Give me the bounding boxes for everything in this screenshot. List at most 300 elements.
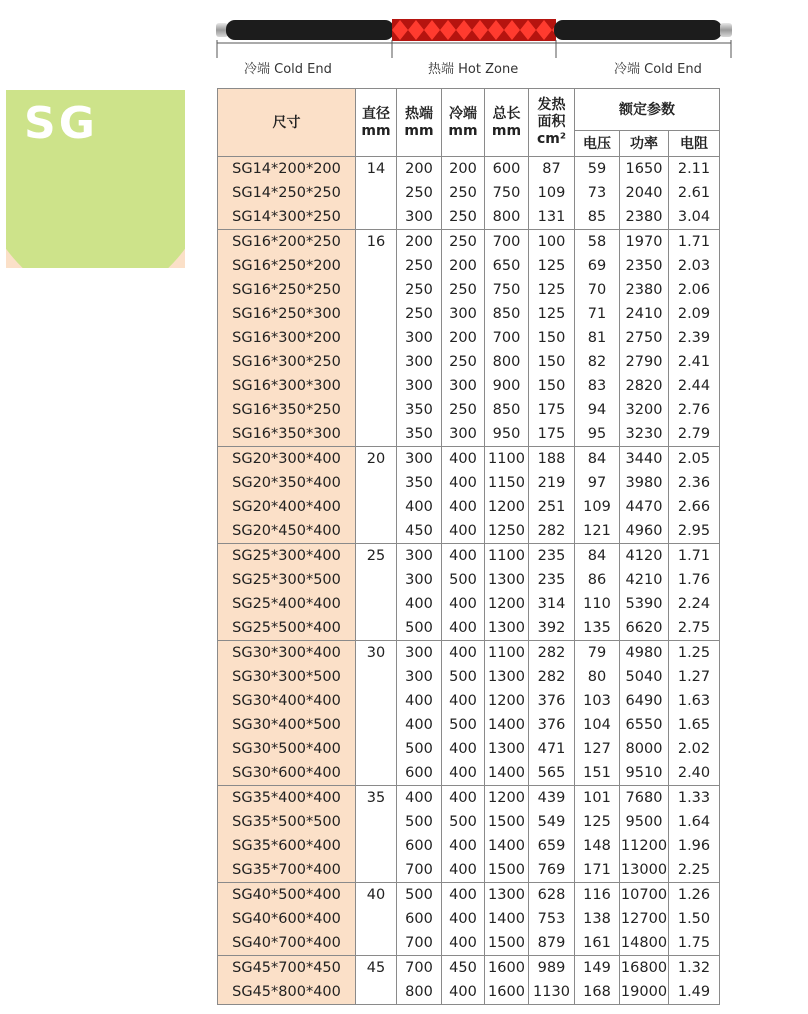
cell-power: 8000 bbox=[620, 737, 669, 761]
cell-total: 1100 bbox=[485, 447, 529, 472]
cell-hot: 350 bbox=[397, 398, 442, 422]
table-row bbox=[218, 519, 720, 544]
cell-resistance: 2.75 bbox=[669, 616, 720, 641]
cell-diameter: 45 bbox=[356, 956, 397, 981]
cell-size: SG30*300*500 bbox=[218, 665, 356, 689]
cell-power: 2350 bbox=[620, 254, 669, 278]
cell-size: SG25*400*400 bbox=[218, 592, 356, 616]
cell-diameter bbox=[356, 665, 397, 689]
cell-power: 12700 bbox=[620, 907, 669, 931]
header-resistance: 电阻 bbox=[669, 131, 720, 157]
cell-voltage: 84 bbox=[575, 544, 620, 569]
cell-resistance: 1.32 bbox=[669, 956, 720, 981]
cell-diameter bbox=[356, 858, 397, 883]
cell-cold: 400 bbox=[442, 519, 485, 544]
cell-area: 251 bbox=[529, 495, 575, 519]
cell-diameter bbox=[356, 810, 397, 834]
cell-diameter bbox=[356, 422, 397, 447]
cell-diameter: 14 bbox=[356, 157, 397, 182]
cell-voltage: 151 bbox=[575, 761, 620, 786]
table-row bbox=[218, 447, 720, 472]
cell-area: 282 bbox=[529, 519, 575, 544]
table-row bbox=[218, 713, 720, 737]
cell-total: 1300 bbox=[485, 616, 529, 641]
table-row bbox=[218, 278, 720, 302]
cell-voltage: 70 bbox=[575, 278, 620, 302]
rod-cold-end-right bbox=[554, 20, 722, 40]
cell-diameter: 40 bbox=[356, 883, 397, 908]
cell-area: 150 bbox=[529, 350, 575, 374]
cell-resistance: 2.03 bbox=[669, 254, 720, 278]
cell-cold: 250 bbox=[442, 398, 485, 422]
zone-brackets bbox=[216, 40, 732, 60]
cell-size: SG40*500*400 bbox=[218, 883, 356, 908]
cell-voltage: 110 bbox=[575, 592, 620, 616]
table-row bbox=[218, 980, 720, 1005]
cell-resistance: 2.11 bbox=[669, 157, 720, 182]
cell-power: 3200 bbox=[620, 398, 669, 422]
cell-total: 1300 bbox=[485, 568, 529, 592]
cell-total: 1300 bbox=[485, 737, 529, 761]
cell-resistance: 1.63 bbox=[669, 689, 720, 713]
cell-size: SG20*300*400 bbox=[218, 447, 356, 472]
cell-hot: 300 bbox=[397, 350, 442, 374]
cell-hot: 700 bbox=[397, 956, 442, 981]
cell-hot: 300 bbox=[397, 544, 442, 569]
cell-cold: 400 bbox=[442, 689, 485, 713]
header-rated: 额定参数 bbox=[575, 89, 720, 131]
cell-size: SG20*400*400 bbox=[218, 495, 356, 519]
cell-cold: 400 bbox=[442, 737, 485, 761]
cell-resistance: 1.33 bbox=[669, 786, 720, 811]
cell-cold: 300 bbox=[442, 374, 485, 398]
cell-power: 2750 bbox=[620, 326, 669, 350]
cell-voltage: 109 bbox=[575, 495, 620, 519]
table-row bbox=[218, 665, 720, 689]
cell-size: SG25*300*400 bbox=[218, 544, 356, 569]
cell-diameter bbox=[356, 592, 397, 616]
cell-diameter bbox=[356, 616, 397, 641]
cell-total: 1500 bbox=[485, 810, 529, 834]
cell-power: 4210 bbox=[620, 568, 669, 592]
cell-resistance: 2.36 bbox=[669, 471, 720, 495]
cell-area: 125 bbox=[529, 278, 575, 302]
cell-hot: 400 bbox=[397, 689, 442, 713]
cell-voltage: 161 bbox=[575, 931, 620, 956]
cell-cold: 500 bbox=[442, 810, 485, 834]
cell-cold: 400 bbox=[442, 592, 485, 616]
cell-resistance: 2.61 bbox=[669, 181, 720, 205]
rod-right-tip bbox=[720, 23, 732, 37]
cell-size: SG16*250*200 bbox=[218, 254, 356, 278]
cell-hot: 350 bbox=[397, 422, 442, 447]
header-hot: 热端 mm bbox=[397, 89, 442, 157]
cell-diameter: 25 bbox=[356, 544, 397, 569]
cell-total: 1150 bbox=[485, 471, 529, 495]
cell-total: 1200 bbox=[485, 592, 529, 616]
cell-resistance: 1.75 bbox=[669, 931, 720, 956]
cell-voltage: 101 bbox=[575, 786, 620, 811]
cell-size: SG30*300*400 bbox=[218, 641, 356, 666]
cell-power: 3980 bbox=[620, 471, 669, 495]
cell-voltage: 104 bbox=[575, 713, 620, 737]
cell-diameter bbox=[356, 519, 397, 544]
header-total: 总长 mm bbox=[485, 89, 529, 157]
cell-size: SG30*600*400 bbox=[218, 761, 356, 786]
cell-area: 565 bbox=[529, 761, 575, 786]
cell-diameter bbox=[356, 326, 397, 350]
cell-hot: 250 bbox=[397, 278, 442, 302]
table-row bbox=[218, 471, 720, 495]
cell-voltage: 79 bbox=[575, 641, 620, 666]
cell-resistance: 2.25 bbox=[669, 858, 720, 883]
cell-voltage: 81 bbox=[575, 326, 620, 350]
cell-area: 376 bbox=[529, 689, 575, 713]
cell-voltage: 80 bbox=[575, 665, 620, 689]
spec-table-body bbox=[218, 157, 720, 1005]
cell-hot: 300 bbox=[397, 326, 442, 350]
cell-voltage: 97 bbox=[575, 471, 620, 495]
cell-resistance: 1.25 bbox=[669, 641, 720, 666]
badge-label: SG bbox=[24, 98, 98, 149]
cell-hot: 500 bbox=[397, 616, 442, 641]
cell-size: SG16*300*250 bbox=[218, 350, 356, 374]
cell-resistance: 2.39 bbox=[669, 326, 720, 350]
cell-voltage: 171 bbox=[575, 858, 620, 883]
cell-cold: 400 bbox=[442, 616, 485, 641]
cell-resistance: 1.26 bbox=[669, 883, 720, 908]
cell-size: SG16*300*300 bbox=[218, 374, 356, 398]
cell-diameter bbox=[356, 761, 397, 786]
table-row bbox=[218, 230, 720, 255]
cell-resistance: 1.76 bbox=[669, 568, 720, 592]
cell-cold: 250 bbox=[442, 205, 485, 230]
cell-resistance: 2.09 bbox=[669, 302, 720, 326]
cell-resistance: 1.64 bbox=[669, 810, 720, 834]
cell-voltage: 73 bbox=[575, 181, 620, 205]
cell-hot: 300 bbox=[397, 447, 442, 472]
cell-cold: 400 bbox=[442, 447, 485, 472]
cell-power: 16800 bbox=[620, 956, 669, 981]
cell-total: 700 bbox=[485, 230, 529, 255]
cell-diameter bbox=[356, 907, 397, 931]
cell-total: 1400 bbox=[485, 761, 529, 786]
cell-total: 1200 bbox=[485, 689, 529, 713]
cell-power: 2380 bbox=[620, 278, 669, 302]
cell-cold: 300 bbox=[442, 422, 485, 447]
cell-area: 235 bbox=[529, 568, 575, 592]
cell-resistance: 2.05 bbox=[669, 447, 720, 472]
cell-power: 6620 bbox=[620, 616, 669, 641]
cell-area: 439 bbox=[529, 786, 575, 811]
cell-size: SG40*700*400 bbox=[218, 931, 356, 956]
cell-resistance: 2.44 bbox=[669, 374, 720, 398]
rod-cold-end-left bbox=[226, 20, 394, 40]
cell-resistance: 2.41 bbox=[669, 350, 720, 374]
cell-total: 600 bbox=[485, 157, 529, 182]
cell-size: SG40*600*400 bbox=[218, 907, 356, 931]
cell-area: 314 bbox=[529, 592, 575, 616]
cell-area: 753 bbox=[529, 907, 575, 931]
cell-cold: 450 bbox=[442, 956, 485, 981]
cell-cold: 400 bbox=[442, 931, 485, 956]
cell-diameter: 16 bbox=[356, 230, 397, 255]
cell-area: 188 bbox=[529, 447, 575, 472]
spec-table bbox=[217, 88, 720, 1005]
cell-total: 650 bbox=[485, 254, 529, 278]
cell-size: SG20*350*400 bbox=[218, 471, 356, 495]
table-row bbox=[218, 181, 720, 205]
header-size: 尺寸 bbox=[218, 89, 356, 157]
cell-area: 175 bbox=[529, 398, 575, 422]
cell-cold: 400 bbox=[442, 786, 485, 811]
cell-voltage: 135 bbox=[575, 616, 620, 641]
cell-hot: 400 bbox=[397, 786, 442, 811]
cell-diameter bbox=[356, 713, 397, 737]
cell-power: 4960 bbox=[620, 519, 669, 544]
cell-total: 1100 bbox=[485, 544, 529, 569]
cell-total: 1300 bbox=[485, 883, 529, 908]
cell-total: 1500 bbox=[485, 858, 529, 883]
cell-total: 1250 bbox=[485, 519, 529, 544]
table-row bbox=[218, 616, 720, 641]
cell-total: 950 bbox=[485, 422, 529, 447]
table-row bbox=[218, 422, 720, 447]
cell-cold: 400 bbox=[442, 761, 485, 786]
cell-voltage: 84 bbox=[575, 447, 620, 472]
cell-diameter bbox=[356, 931, 397, 956]
cell-size: SG25*500*400 bbox=[218, 616, 356, 641]
cell-area: 628 bbox=[529, 883, 575, 908]
cell-power: 3230 bbox=[620, 422, 669, 447]
cell-size: SG20*450*400 bbox=[218, 519, 356, 544]
cell-area: 282 bbox=[529, 665, 575, 689]
cell-power: 3440 bbox=[620, 447, 669, 472]
cell-diameter bbox=[356, 689, 397, 713]
cell-resistance: 2.40 bbox=[669, 761, 720, 786]
cell-area: 376 bbox=[529, 713, 575, 737]
cell-power: 5040 bbox=[620, 665, 669, 689]
cell-area: 100 bbox=[529, 230, 575, 255]
cell-size: SG35*400*400 bbox=[218, 786, 356, 811]
cell-total: 750 bbox=[485, 278, 529, 302]
table-row bbox=[218, 761, 720, 786]
heating-rod-diagram bbox=[216, 19, 732, 41]
cell-cold: 500 bbox=[442, 713, 485, 737]
cell-diameter bbox=[356, 737, 397, 761]
cell-area: 125 bbox=[529, 254, 575, 278]
cell-voltage: 138 bbox=[575, 907, 620, 931]
cell-cold: 400 bbox=[442, 907, 485, 931]
table-row bbox=[218, 157, 720, 182]
cell-power: 6490 bbox=[620, 689, 669, 713]
cold-end-left-label: 冷端 Cold End bbox=[244, 62, 332, 77]
cell-voltage: 86 bbox=[575, 568, 620, 592]
cell-hot: 500 bbox=[397, 883, 442, 908]
cell-hot: 300 bbox=[397, 665, 442, 689]
cell-area: 549 bbox=[529, 810, 575, 834]
cell-resistance: 2.79 bbox=[669, 422, 720, 447]
cell-cold: 400 bbox=[442, 980, 485, 1005]
table-row bbox=[218, 495, 720, 519]
table-row bbox=[218, 254, 720, 278]
cell-hot: 800 bbox=[397, 980, 442, 1005]
cell-cold: 400 bbox=[442, 544, 485, 569]
cell-size: SG30*500*400 bbox=[218, 737, 356, 761]
cell-area: 175 bbox=[529, 422, 575, 447]
table-row bbox=[218, 592, 720, 616]
table-row bbox=[218, 205, 720, 230]
cell-cold: 400 bbox=[442, 471, 485, 495]
cell-voltage: 83 bbox=[575, 374, 620, 398]
cell-cold: 400 bbox=[442, 834, 485, 858]
cell-diameter bbox=[356, 205, 397, 230]
cell-hot: 400 bbox=[397, 592, 442, 616]
cell-hot: 300 bbox=[397, 205, 442, 230]
table-row bbox=[218, 956, 720, 981]
cell-diameter bbox=[356, 568, 397, 592]
cell-hot: 700 bbox=[397, 931, 442, 956]
cell-hot: 450 bbox=[397, 519, 442, 544]
cell-area: 131 bbox=[529, 205, 575, 230]
cell-cold: 400 bbox=[442, 495, 485, 519]
cell-diameter: 35 bbox=[356, 786, 397, 811]
cell-total: 1600 bbox=[485, 980, 529, 1005]
cell-area: 1130 bbox=[529, 980, 575, 1005]
cell-total: 850 bbox=[485, 302, 529, 326]
cell-total: 1600 bbox=[485, 956, 529, 981]
cell-size: SG35*600*400 bbox=[218, 834, 356, 858]
cell-resistance: 2.24 bbox=[669, 592, 720, 616]
cell-resistance: 1.49 bbox=[669, 980, 720, 1005]
cell-size: SG16*200*250 bbox=[218, 230, 356, 255]
cell-voltage: 168 bbox=[575, 980, 620, 1005]
header-power: 功率 bbox=[620, 131, 669, 157]
cell-hot: 300 bbox=[397, 568, 442, 592]
cell-size: SG14*200*200 bbox=[218, 157, 356, 182]
table-row bbox=[218, 810, 720, 834]
cell-resistance: 1.96 bbox=[669, 834, 720, 858]
cell-size: SG45*800*400 bbox=[218, 980, 356, 1005]
cell-total: 1400 bbox=[485, 834, 529, 858]
cell-power: 5390 bbox=[620, 592, 669, 616]
cell-diameter bbox=[356, 495, 397, 519]
cell-total: 1200 bbox=[485, 786, 529, 811]
cell-resistance: 2.06 bbox=[669, 278, 720, 302]
cell-power: 2410 bbox=[620, 302, 669, 326]
table-row bbox=[218, 858, 720, 883]
cell-resistance: 2.02 bbox=[669, 737, 720, 761]
cell-voltage: 95 bbox=[575, 422, 620, 447]
cell-size: SG16*300*200 bbox=[218, 326, 356, 350]
cell-total: 1400 bbox=[485, 713, 529, 737]
cell-power: 14800 bbox=[620, 931, 669, 956]
cell-power: 2040 bbox=[620, 181, 669, 205]
cell-voltage: 103 bbox=[575, 689, 620, 713]
table-row bbox=[218, 350, 720, 374]
cell-area: 769 bbox=[529, 858, 575, 883]
cell-diameter bbox=[356, 471, 397, 495]
cell-area: 879 bbox=[529, 931, 575, 956]
cell-diameter bbox=[356, 278, 397, 302]
cell-total: 1100 bbox=[485, 641, 529, 666]
cell-area: 392 bbox=[529, 616, 575, 641]
cell-power: 9500 bbox=[620, 810, 669, 834]
cell-resistance: 2.95 bbox=[669, 519, 720, 544]
cell-area: 219 bbox=[529, 471, 575, 495]
table-row bbox=[218, 374, 720, 398]
cell-total: 1200 bbox=[485, 495, 529, 519]
cell-diameter bbox=[356, 980, 397, 1005]
cell-total: 700 bbox=[485, 326, 529, 350]
table-row bbox=[218, 931, 720, 956]
cell-voltage: 127 bbox=[575, 737, 620, 761]
cell-hot: 200 bbox=[397, 157, 442, 182]
cell-cold: 300 bbox=[442, 302, 485, 326]
cell-power: 4120 bbox=[620, 544, 669, 569]
cell-total: 800 bbox=[485, 350, 529, 374]
cell-area: 989 bbox=[529, 956, 575, 981]
cell-size: SG16*350*300 bbox=[218, 422, 356, 447]
cell-power: 4980 bbox=[620, 641, 669, 666]
cell-size: SG14*250*250 bbox=[218, 181, 356, 205]
cell-hot: 250 bbox=[397, 181, 442, 205]
cell-hot: 600 bbox=[397, 834, 442, 858]
cell-cold: 250 bbox=[442, 230, 485, 255]
cell-voltage: 85 bbox=[575, 205, 620, 230]
cell-area: 125 bbox=[529, 302, 575, 326]
cell-area: 282 bbox=[529, 641, 575, 666]
cell-area: 150 bbox=[529, 326, 575, 350]
cell-cold: 200 bbox=[442, 157, 485, 182]
cell-hot: 300 bbox=[397, 374, 442, 398]
cell-hot: 350 bbox=[397, 471, 442, 495]
cell-power: 11200 bbox=[620, 834, 669, 858]
table-row bbox=[218, 883, 720, 908]
cell-diameter bbox=[356, 350, 397, 374]
cell-diameter: 20 bbox=[356, 447, 397, 472]
cell-hot: 400 bbox=[397, 713, 442, 737]
rod-hot-zone bbox=[392, 19, 556, 41]
cell-diameter: 30 bbox=[356, 641, 397, 666]
cell-diameter bbox=[356, 834, 397, 858]
cell-size: SG16*250*250 bbox=[218, 278, 356, 302]
cell-diameter bbox=[356, 302, 397, 326]
table-row bbox=[218, 326, 720, 350]
cell-size: SG16*250*300 bbox=[218, 302, 356, 326]
cell-size: SG16*350*250 bbox=[218, 398, 356, 422]
cell-size: SG35*700*400 bbox=[218, 858, 356, 883]
cell-power: 2790 bbox=[620, 350, 669, 374]
cell-voltage: 125 bbox=[575, 810, 620, 834]
cell-power: 2380 bbox=[620, 205, 669, 230]
cell-cold: 200 bbox=[442, 326, 485, 350]
cell-resistance: 1.65 bbox=[669, 713, 720, 737]
cell-diameter bbox=[356, 254, 397, 278]
cell-area: 87 bbox=[529, 157, 575, 182]
cell-power: 7680 bbox=[620, 786, 669, 811]
cell-voltage: 71 bbox=[575, 302, 620, 326]
cell-cold: 400 bbox=[442, 858, 485, 883]
cell-hot: 500 bbox=[397, 737, 442, 761]
cell-voltage: 58 bbox=[575, 230, 620, 255]
cell-area: 235 bbox=[529, 544, 575, 569]
cell-cold: 250 bbox=[442, 278, 485, 302]
cell-resistance: 1.71 bbox=[669, 230, 720, 255]
cell-resistance: 1.71 bbox=[669, 544, 720, 569]
cell-hot: 500 bbox=[397, 810, 442, 834]
cell-voltage: 82 bbox=[575, 350, 620, 374]
